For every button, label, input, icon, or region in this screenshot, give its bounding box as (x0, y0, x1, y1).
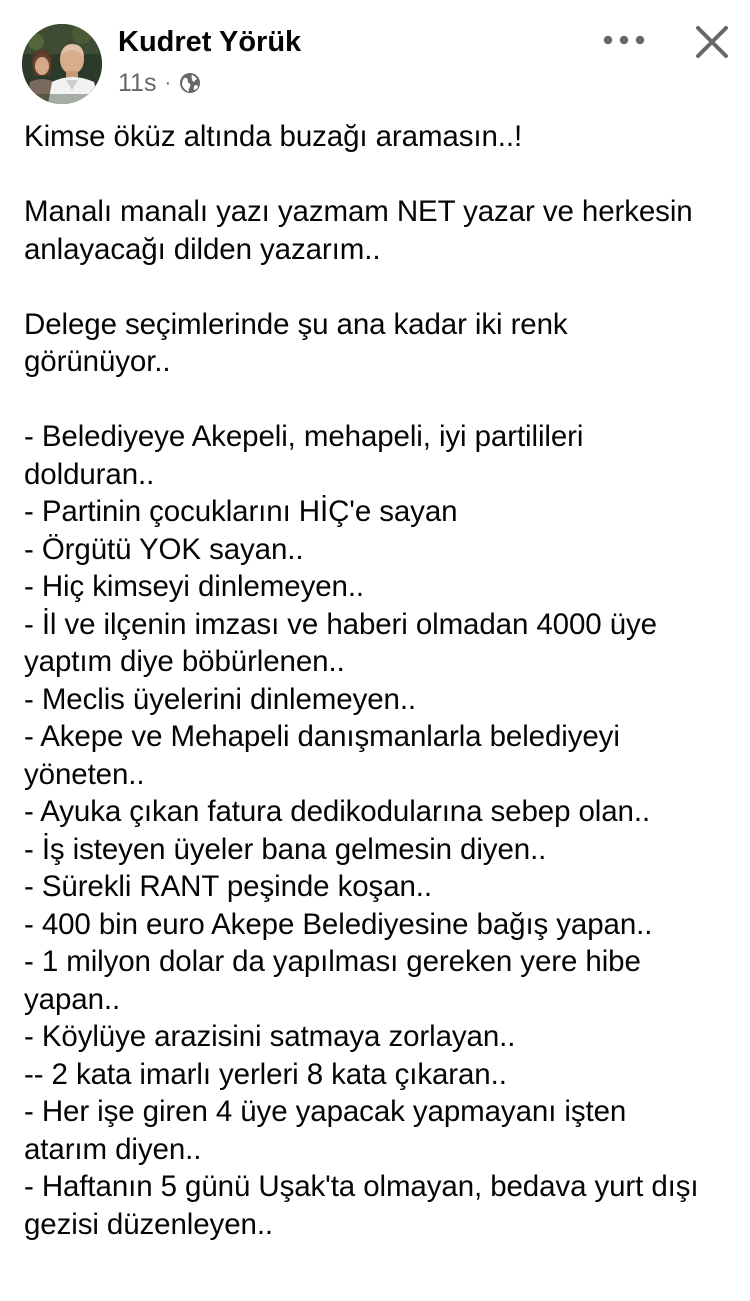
post-line: Delege seçimlerinde şu ana kadar iki renk (24, 307, 568, 341)
post-line: yapan.. (24, 982, 121, 1016)
post-line: - Her işe giren 4 üye yapacak yapmayanı işten (24, 1095, 627, 1128)
post-line: - Köylüye arazisini satmaya zorlayan.. (24, 1020, 516, 1053)
avatar-photo (22, 24, 102, 104)
post-line: - Meclis üyelerini dinlemeyen.. (24, 682, 417, 716)
post-line: - Haftanın 5 günü Uşak'ta olmayan, bedava yurt dışı (24, 1170, 699, 1203)
post-line: - Akepe ve Mehapeli danışmanlarla belediyeyi (24, 720, 620, 753)
post-line: gezisi düzenleyen.. (24, 1207, 274, 1241)
post-line: - İş isteyen üyeler bana gelmesin diyen.. (24, 832, 547, 866)
post-line: Manalı manalı yazı yazmam NET yazar ve herkesin (24, 195, 693, 228)
author-name[interactable]: Kudret Yörük (118, 26, 302, 58)
close-icon (694, 24, 730, 60)
post-meta (118, 66, 201, 100)
post-line: - Partinin çocuklarını HİÇ'e sayan (24, 495, 458, 528)
post-line: - 1 milyon dolar da yapılması gereken yere hibe (24, 945, 641, 978)
post-line: -- 2 kata imarlı yerleri 8 kata çıkaran.. (24, 1057, 507, 1091)
post-line: yaptım diye böbürlenen.. (24, 645, 345, 678)
post-line: dolduran.. (24, 457, 155, 491)
post-line: Kimse öküz altında buzağı aramasın..! (24, 120, 523, 153)
post-line: - Sürekli RANT peşinde koşan.. (24, 870, 432, 903)
more-horizontal-icon (602, 34, 646, 46)
post-text (24, 118, 742, 1243)
post-line (24, 156, 742, 194)
post-header (0, 0, 750, 110)
post-line: atarım diyen.. (24, 1132, 202, 1166)
post-line: - 400 bin euro Akepe Belediyesine bağış yapan.. (24, 907, 653, 941)
meta-separator: · (164, 71, 172, 94)
post-line: anlayacağı dilden yazarım.. (24, 232, 381, 266)
close-button[interactable] (688, 18, 736, 66)
author-avatar[interactable] (22, 24, 102, 104)
post-line: - Ayuka çıkan fatura dedikodularına sebep olan.. (24, 795, 651, 828)
post-line: - İl ve ilçenin imzası ve haberi olmadan 4000 üye (24, 607, 657, 641)
post-line: - Belediyeye Akepeli, mehapeli, iyi partilileri (24, 420, 584, 453)
post-time[interactable]: 11s (118, 68, 157, 97)
post-line (24, 268, 742, 306)
post-line: - Örgütü YOK sayan.. (24, 532, 304, 566)
globe-icon (179, 72, 201, 94)
post-line: yöneten.. (24, 757, 145, 791)
post-line: görünüyor.. (24, 345, 171, 378)
post-line: - Hiç kimseyi dinlemeyen.. (24, 570, 365, 603)
more-options-button[interactable] (596, 22, 652, 58)
post-line (24, 381, 742, 419)
